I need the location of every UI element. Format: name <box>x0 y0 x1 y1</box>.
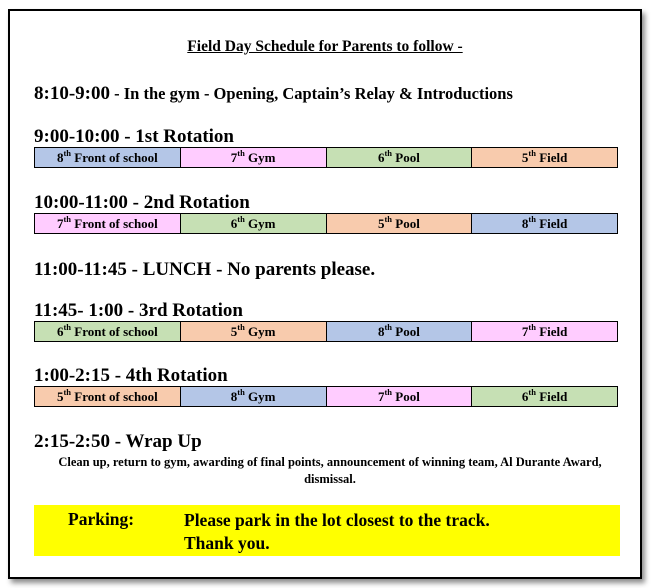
rotation-cell: 5th Gym <box>180 322 326 342</box>
page-title: Field Day Schedule for Parents to follow - <box>187 38 463 55</box>
rotation-cell: 7th Pool <box>326 387 472 407</box>
parking-line-2: Thank you. <box>184 533 270 553</box>
rotation-4-table <box>34 386 618 407</box>
parking-banner <box>34 505 620 556</box>
rotation-3-table <box>34 321 618 342</box>
rotation-cell: 7th Gym <box>180 148 326 168</box>
rotation-cell: 7th Front of school <box>35 214 181 234</box>
parking-label: Parking: <box>68 509 135 529</box>
rotation-cell: 8th Pool <box>326 322 472 342</box>
rotation-cell: 8th Field <box>472 214 618 234</box>
rotation-1-heading: 9:00-10:00 - 1st Rotation <box>34 126 235 147</box>
rotation-cell: 8th Gym <box>180 387 326 407</box>
parking-message <box>184 509 490 555</box>
opening-time: 8:10-9:00 <box>34 83 110 104</box>
opening-line <box>34 83 513 105</box>
rotation-cell: 5th Front of school <box>35 387 181 407</box>
rotation-cell: 5th Pool <box>326 214 472 234</box>
rotation-4-heading: 1:00-2:15 - 4th Rotation <box>34 365 228 386</box>
rotation-3-heading: 11:45- 1:00 - 3rd Rotation <box>34 300 243 321</box>
opening-text: - In the gym - Opening, Captain’s Relay & Introductions <box>109 84 513 103</box>
rotation-2-table <box>34 213 618 234</box>
rotation-cell: 6th Pool <box>326 148 472 168</box>
wrapup-text: Clean up, return to gym, awarding of final points, announcement of winning team, Al Durante Award, dismissal. <box>58 455 602 486</box>
rotation-cell: 7th Field <box>472 322 618 342</box>
schedule-page <box>8 9 642 579</box>
rotation-cell: 8th Front of school <box>35 148 181 168</box>
rotation-cell: 5th Field <box>472 148 618 168</box>
parking-line-1: Please park in the lot closest to the track. <box>184 510 490 530</box>
rotation-cell: 6th Front of school <box>35 322 181 342</box>
wrapup-heading: 2:15-2:50 - Wrap Up <box>34 431 202 452</box>
rotation-2-heading: 10:00-11:00 - 2nd Rotation <box>34 192 250 213</box>
rotation-cell: 6th Gym <box>180 214 326 234</box>
lunch-line: 11:00-11:45 - LUNCH - No parents please. <box>34 259 376 280</box>
rotation-cell: 6th Field <box>472 387 618 407</box>
rotation-1-table <box>34 147 618 168</box>
